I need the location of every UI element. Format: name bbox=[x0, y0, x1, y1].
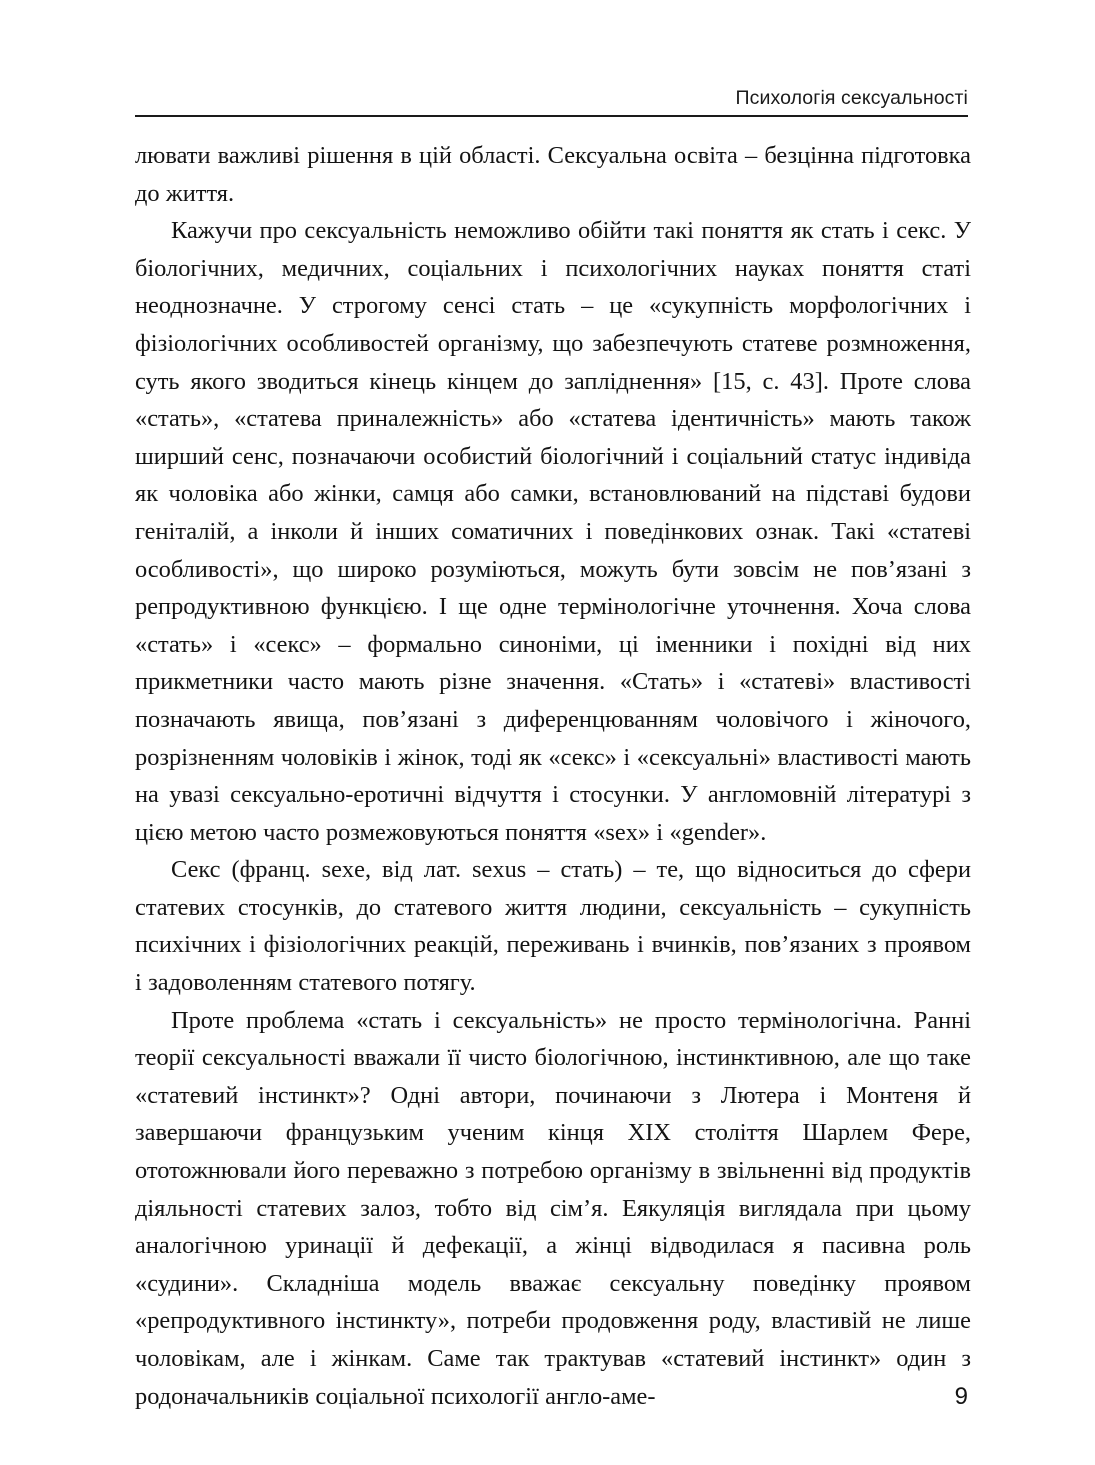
paragraph-sex-definition: Секс (франц. sexe, від лат. sexus – стать) – те, що відноситься до сфери статевих стосунків, до статевого життя людини, сексуальність – сукупність психічних і фізіологічних реакцій, переживань і вчинків, пов’язаних з проявом і задоволенням статевого потягу. bbox=[135, 856, 971, 997]
page-folio bbox=[135, 1383, 968, 1411]
paragraph-gender-terms: Кажучи про сексуальність неможливо обійти такі поняття як стать і секс. У біологічних, медичних, соціальних і психологічних науках поняття статі неоднозначне. У строгому сенсі стать – це «сукупність морфологічних і фізіологічних особливостей організму, що забезпечують статеве розмноження, суть якого зводиться кінець кінцем до запліднення» [15, с. 43]. Проте слова «стать», «статева приналежність» або «статева ідентичність» мають також ширший сенс, позначаючи особистий біологічний і соціальний статус індивіда як чоловіка або жінки, самця або самки, встановлюваний на підставі будови геніталій, а інколи й інших соматичних і поведінкових ознак. Такі «статеві особливості», що широко розуміються, можуть бути зовсім не пов’язані з репродуктивною функцією. І ще одне термінологічне уточнення. Хоча слова «стать» і «секс» – формально синоніми, ці іменники і похідні від них прикметники часто мають різне значення. «Стать» і «статеві» властивості позначають явища, пов’язані з диференцюванням чоловічого і жіночого, розрізненням чоловіків і жінок, тоді як «секс» і «сексуальні» властивості мають на увазі сексуально-еротичні відчуття і стосунки. У англомовній літературі з цією метою часто розмежовуються поняття «sex» і «gender». bbox=[135, 217, 971, 846]
header-rule bbox=[135, 115, 968, 117]
page-number: 9 bbox=[954, 1383, 968, 1410]
running-head bbox=[135, 86, 968, 110]
paragraph-instinct-theories: Проте проблема «стать і сексуальність» не просто термінологічна. Ранні теорії сексуальності вважали її чисто біологічною, інстинктивною, але що таке «статевий інстинкт»? Одні автори, починаючи з Лютера і Монтеня й завершаючи французьким ученим кінця XIX століття Шарлем Фере, ототожнювали його переважно з потребою організму в звільненні від продуктів діяльності статевих залоз, тобто від сім’я. Еякуляція виглядала при цьому аналогічною уринації й дефекації, а жінці відводилася я пасивна роль «судини». Складніша модель вважає сексуальну поведінку проявом «репродуктивного інстинкту», потреби продовження роду, властивій не лише чоловікам, але і жінкам. Саме так трактував «статевий інстинкт» один з родоначальників соціальної психології англо-аме- bbox=[135, 1006, 971, 1410]
paragraph-continued: лювати важливі рішення в цій області. Сексуальна освіта – безцінна підготовка до життя. bbox=[135, 142, 971, 207]
running-head-title: Психологія сексуальності bbox=[735, 87, 968, 109]
body-text-column bbox=[135, 137, 971, 1415]
